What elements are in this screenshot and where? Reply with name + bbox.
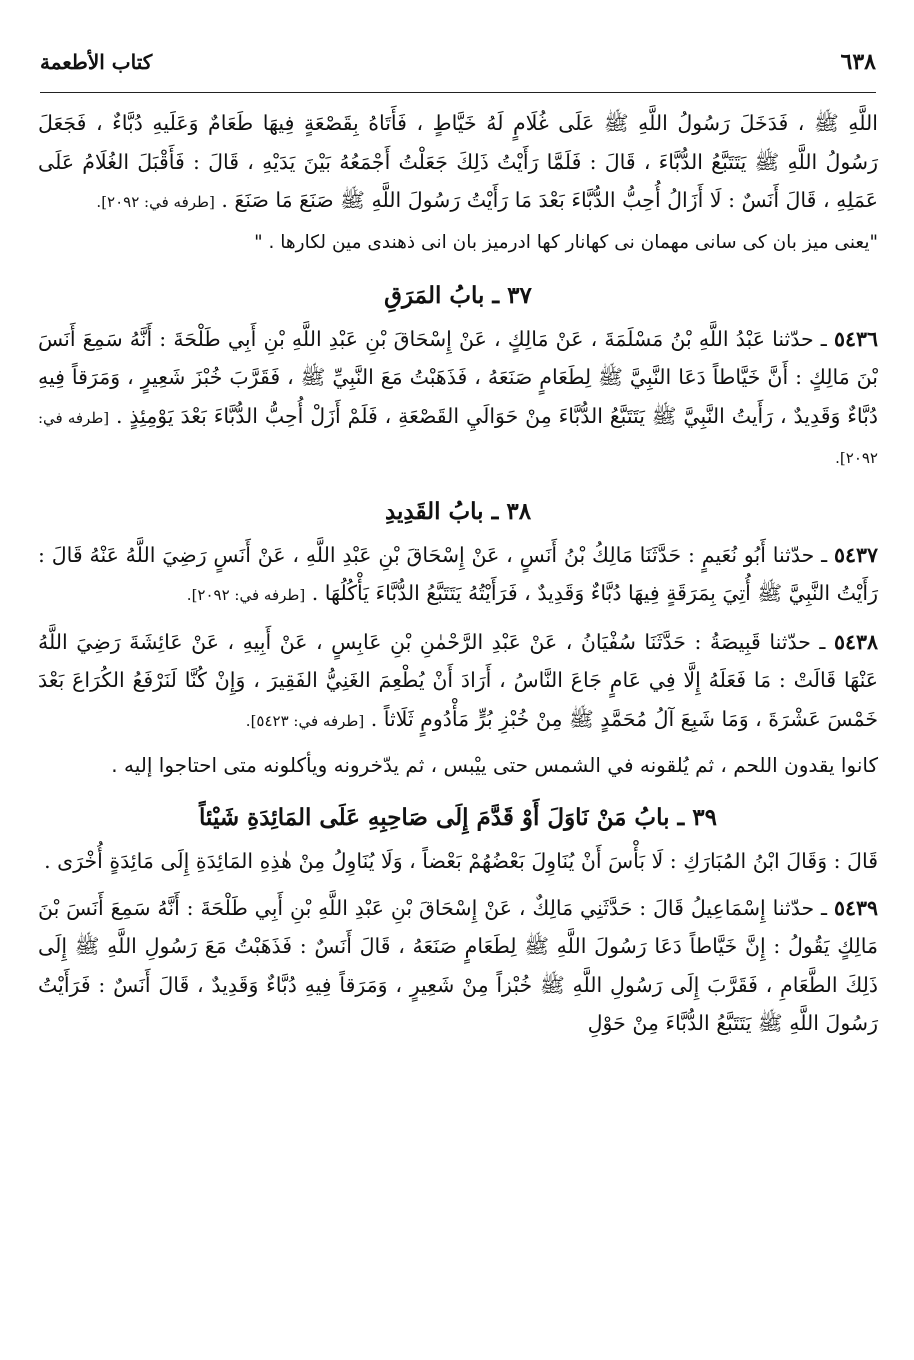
hadith-number: ٥٤٣٨ bbox=[833, 629, 878, 654]
page-header bbox=[40, 40, 876, 84]
hadith-text: ـ حدّثنا إِسْمَاعِيلُ قَالَ : حَدَّثَنِي مَالِكٌ ، عَنْ إِسْحَاقَ بْنِ عَبْدِ اللَّهِ بْنِ أَبِي طَلْحَةَ : أَنَّهُ سَمِعَ أَنَسَ بْنَ مَالِكٍ يَقُولُ : إِنَّ خَيَّاطاً دَعَا رَسُولَ اللَّهِ ﷺ لِطَعَامٍ صَنَعَهُ ، قَالَ أَنَسٌ : فَذَهَبْتُ مَعَ رَسُولِ اللَّهِ ﷺ إِلَى ذَلِكَ الطَّعَامِ ، فَقَرَّبَ إِلَى رَسُولِ اللَّهِ ﷺ خُبْزاً مِنْ شَعِيرٍ ، وَمَرَقاً فِيهِ دُبَّاءٌ وَقَدِيدٌ ، قَالَ أَنَسٌ : فَرَأَيْتُ رَسُولَ اللَّهِ ﷺ يَتَتَبَّعُ الدُّبَّاءَ مِنْ حَوْلِ bbox=[38, 895, 878, 1035]
cross-reference: [طرفه في: ٥٤٢٣]. bbox=[245, 711, 365, 730]
page-body bbox=[38, 104, 878, 1043]
commentary: كانوا يقدون اللحم ، ثم يُلقونه في الشمس حتى ييْبس ، ثم يدّخرونه ويأكلونه متى احتاجوا إليه . bbox=[111, 753, 878, 777]
hadith-text: ـ حدّثنا قَبِيصَةُ : حَدَّثَنَا سُفْيَانُ ، عَنْ عَبْدِ الرَّحْمٰنِ بْنِ عَابِسٍ ، عَنْ أَبِيهِ ، عَنْ عَائِشَةَ رَضِيَ اللَّهُ عَنْهَا قَالَتْ : مَا فَعَلَهُ إِلَّا فِي عَامٍ جَاعَ النَّاسُ ، أَرَادَ أَنْ يُطْعِمَ الغَنِيُّ الفَقِيرَ ، وَإِنْ كُنَّا لَنَرْفَعُ الكُرَاعَ بَعْدَ خَمْسَ عَشْرَةَ ، وَمَا شَبِعَ آلُ مُحَمَّدٍ ﷺ مِنْ خُبْزِ بُرٍّ مَأْدُومٍ ثَلَاثاً . bbox=[38, 629, 878, 731]
cross-reference: [طرفه في: ٢٠٩٢]. bbox=[96, 193, 215, 211]
cross-reference: [طرفه في: ٢٠٩٢]. bbox=[186, 586, 306, 604]
chapter-heading-39: ٣٩ ـ بابُ مَنْ نَاوَلَ أَوْ قَدَّمَ إِلَى صَاحِبِهِ عَلَى المَائِدَةِ شَيْئاً bbox=[199, 804, 717, 831]
urdu-note: "يعنى ميز بان كى سانى مهمان نى كهانار كها ادرميز بان انى ذهندى مين لكارها . " bbox=[254, 231, 878, 253]
hadith-number: ٥٤٣٧ bbox=[833, 542, 878, 567]
spacer bbox=[38, 615, 878, 623]
hadith-5436 bbox=[38, 320, 878, 478]
hadith-text: ـ حدّثنا أَبُو نُعَيمٍ : حَدَّثَنَا مَالِكُ بْنُ أَنَسٍ ، عَنْ إِسْحَاقَ بْنِ عَبْدِ اللَّهِ ، عَنْ أَنَسٍ رَضِيَ اللَّهُ عَنْهُ قَالَ : رَأَيْتُ النَّبِيَّ ﷺ أُتِيَ بِمَرَقَةٍ فِيهَا دُبَّاءٌ وَقَدِيدٌ ، فَرَأَيْتُهُ يَتَتَبَّعُ الدُّبَّاءَ يَأْكُلُهَا . bbox=[38, 542, 878, 605]
continued-hadith bbox=[38, 104, 878, 222]
page-number: ٦٣٨ bbox=[840, 49, 876, 75]
book-title: كتاب الأطعمة bbox=[40, 50, 153, 74]
chapter-heading-37: ٣٧ ـ بابُ المَرَقِ bbox=[384, 281, 532, 309]
hadith-5438 bbox=[38, 623, 878, 741]
chapter-heading-38: ٣٨ ـ بابُ القَدِيدِ bbox=[384, 497, 532, 525]
hadith-5439 bbox=[38, 889, 878, 1043]
header-divider bbox=[40, 92, 876, 93]
continued-hadith-text: اللَّهِ ﷺ ، فَدَخَلَ رَسُولُ اللَّهِ ﷺ عَلَى غُلَامٍ لَهُ خَيَّاطٍ ، فَأَتَاهُ بِقَصْعَةٍ فِيهَا طَعَامٌ وَعَلَيهِ دُبَّاءٌ ، فَجَعَلَ رَسُولُ اللَّهِ ﷺ يَتَتَبَّعُ الدُّبَّاءَ ، قَالَ : فَلَمَّا رَأَيْتُ ذَلِكَ جَعَلْتُ أَجْمَعُهُ بَيْنَ يَدَيْهِ ، قَالَ : فَأَقْبَلَ الغُلَامُ عَلَى عَمَلِهِ ، قَالَ أَنَسٌ : لَا أَزَالُ أُحِبُّ الدُّبَّاءَ بَعْدَ مَا رَأَيْتُ رَسُولَ اللَّهِ ﷺ صَنَعَ مَا صَنَعَ . bbox=[38, 111, 878, 212]
chapter-39-intro: قَالَ : وَقَالَ ابْنُ المُبَارَكِ : لَا بَأْسَ أَنْ يُنَاوِلَ بَعْضُهُمْ بَعْضاً ، وَلَا يُنَاوِلُ مِنْ هٰذِهِ المَائِدَةِ إِلَى مَائِدَةٍ أُخْرَى . bbox=[44, 849, 878, 873]
hadith-text: ـ حدّثنا عَبْدُ اللَّهِ بْنُ مَسْلَمَةَ ، عَنْ مَالِكٍ ، عَنْ إِسْحَاقَ بْنِ عَبْدِ اللَّهِ بْنِ أَبِي طَلْحَةَ : أَنَّهُ سَمِعَ أَنَسَ بْنَ مَالِكٍ : أَنَّ خَيَّاطاً دَعَا النَّبِيَّ ﷺ لِطَعَامٍ صَنَعَهُ ، فَذَهَبْتُ مَعَ النَّبِيِّ ﷺ ، فَقَرَّبَ خُبْزَ شَعِيرٍ ، وَمَرَقاً فِيهِ دُبَّاءٌ وَقَدِيدٌ ، رَأَيتُ النَّبِيَّ ﷺ يَتَتَبَّعُ الدُّبَّاءَ مِنْ حَوَالَيِ القَصْعَةِ ، فَلَمْ أَزَلْ أُحِبُّ الدُّبَّاءَ بَعْدَ يَوْمِئِذٍ . bbox=[38, 326, 878, 428]
cross-reference: [طرفه في: ٢٠٩٢]. bbox=[38, 408, 878, 467]
hadith-number: ٥٤٣٩ bbox=[833, 895, 878, 920]
spacer bbox=[38, 881, 878, 889]
hadith-number: ٥٤٣٦ bbox=[833, 326, 878, 351]
hadith-5437 bbox=[38, 536, 878, 615]
